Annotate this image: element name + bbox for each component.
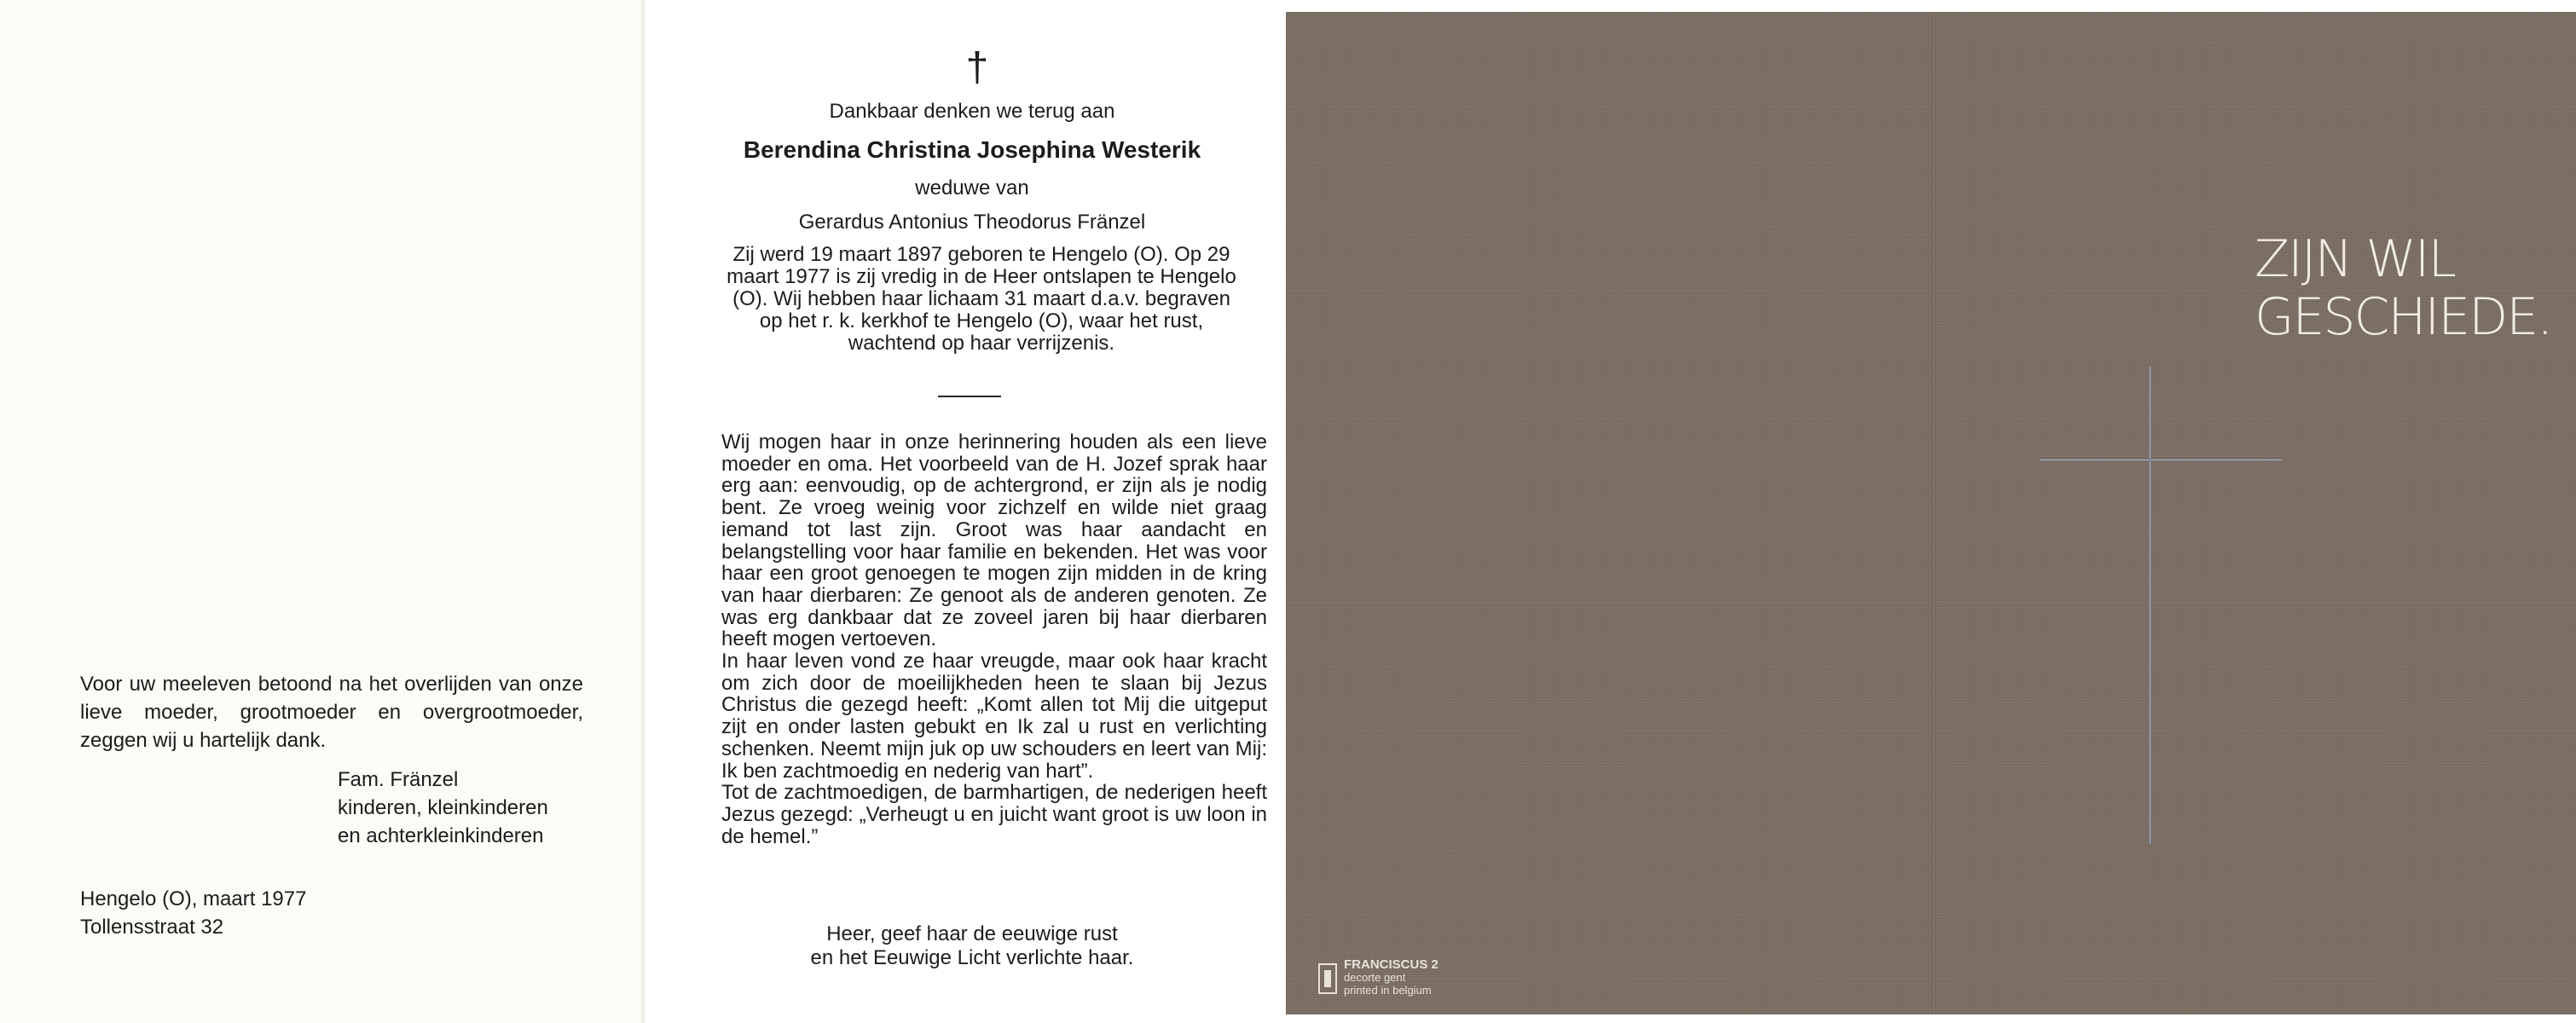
- publisher-line: FRANCISCUS 2: [1344, 957, 1439, 972]
- paragraph: In haar leven vond ze haar vreugde, maar ook haar kracht om zich door de moeilijkheden heen te slaan bij Jezus Christus die gezegd heeft: „Komt allen tot Mij die uitgeput zijt en onder lasten gebukt en Ik zal u rust en verlichting schenken. Neemt mijn juk op uw schouders en leert van Mij: Ik ben zachtmoedig en nederig van hart”.: [721, 650, 1267, 783]
- divider-rule: [938, 396, 1001, 397]
- publisher-text: [1344, 958, 1439, 997]
- paragraph: Wij mogen haar in onze herinnering houden als een lieve moeder en oma. Het voorbeeld van de H. Jozef sprak haar erg aan: eenvoudig, op de achtergrond, er zijn als je nodig bent. Ze vroeg weinig voor zichzelf en wilde niet graag iemand tot last zijn. Groot was haar aandacht en belangstelling voor haar familie en bekenden. Het was voor haar een groot genoegen te mogen zijn midden in de kring van haar dierbaren: Ze genoot als de anderen genoten. Ze was erg dankbaar dat ze zoveel jaren bij haar dierbaren heeft mogen vertoeven.: [721, 431, 1267, 651]
- prayer-line: Heer, geef haar de eeuwige rust: [826, 922, 1118, 945]
- closing-prayer: [708, 922, 1236, 970]
- husband-name: Gerardus Antonius Theodorus Fränzel: [798, 211, 1146, 234]
- cross-icon-vertical: [2149, 367, 2151, 844]
- publisher-line: decorte gent: [1344, 971, 1406, 984]
- cross-icon-horizontal: [2040, 459, 2282, 461]
- address: Tollensstraat 32: [80, 916, 224, 939]
- cover-fold-line: [1932, 12, 1936, 1014]
- inside-middle-panel: [0, 0, 1286, 1023]
- deceased-name: Berendina Christina Josephina Westerik: [743, 136, 1201, 163]
- publisher-mark-icon: [1318, 963, 1337, 994]
- prayer-line: en het Eeuwige Licht verlichte haar.: [810, 946, 1134, 969]
- cross-icon: †: [965, 45, 989, 90]
- widow-line: weduwe van: [915, 176, 1029, 199]
- intro-line: Dankbaar denken we terug aan: [829, 100, 1115, 123]
- motto-line: GESCHIEDE.: [2255, 287, 2552, 347]
- biography: Zij werd 19 maart 1897 geboren te Hengelo (O). Op 29 maart 1977 is zij vredig in de Heer ontslapen te Hengelo (O). Wij hebben haar lichaam 31 maart d.a.v. begraven op het r. k. kerkhof te Hengelo (O), waar het rust, wachtend op haar verrijzenis.: [726, 243, 1236, 355]
- remembrance-text: [721, 431, 1267, 847]
- cover-panel: [1286, 12, 2576, 1014]
- signature-line: Fam. Fränzel: [338, 768, 459, 791]
- cover-motto: [2255, 230, 2551, 346]
- thanks-text: Voor uw meeleven betoond na het overlijden van onze lieve moeder, grootmoeder en overgrootmoeder, zeggen wij u hartelijk dank.: [80, 673, 583, 752]
- publisher-line: printed in belgium: [1344, 984, 1432, 997]
- signature-line: kinderen, kleinkinderen: [338, 796, 548, 819]
- publisher-logo: [1318, 955, 1472, 1009]
- paragraph: Tot de zachtmoedigen, de barmhartigen, de nederigen heeft Jezus gezegd: „Verheugt u en juicht want groot is uw loon in de hemel.”: [721, 781, 1267, 848]
- motto-line: ZIJN WIL: [2255, 229, 2455, 289]
- place-date: Hengelo (O), maart 1977: [80, 887, 307, 910]
- signature-line: en achterkleinkinderen: [338, 824, 544, 847]
